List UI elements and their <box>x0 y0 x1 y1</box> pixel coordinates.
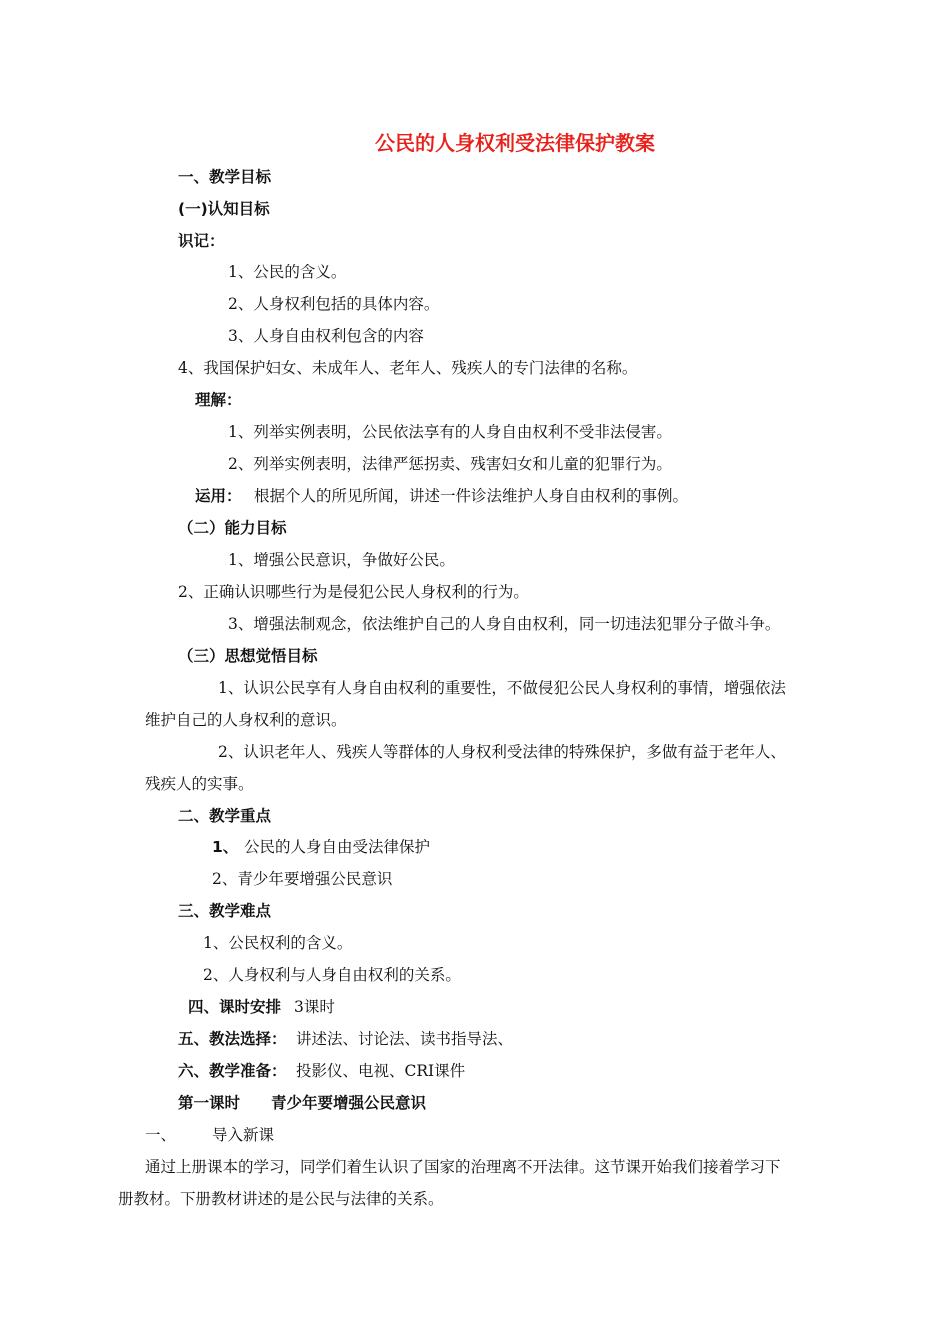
preparation-text: 投影仪、电视、CRI课件 <box>296 1062 466 1080</box>
memorize-item-2: 2、人身权利包括的具体内容。 <box>228 295 440 313</box>
section-heading-focus: 二、教学重点 <box>178 807 272 825</box>
focus-item-1-number: 1、 <box>212 838 239 856</box>
ability-item-3: 3、增强法制观念，依法维护自己的人身自由权利，同一切违法犯罪分子做斗争。 <box>228 615 781 633</box>
focus-item-1-text: 公民的人身自由受法律保护 <box>244 838 431 856</box>
methods-text: 讲述法、讨论法、读书指导法、 <box>296 1030 514 1048</box>
intro-paragraph-line-2: 册教材。下册教材讲述的是公民与法律的关系。 <box>118 1190 444 1208</box>
memorize-item-1: 1、公民的含义。 <box>228 263 347 281</box>
memorize-item-3: 3、人身自由权利包含的内容 <box>228 327 424 345</box>
intro-number: 一、 <box>145 1126 177 1144</box>
understand-item-2: 2、列举实例表明，法律严惩拐卖、残害妇女和儿童的犯罪行为。 <box>228 455 672 473</box>
section-heading-preparation: 六、教学准备： <box>178 1062 287 1080</box>
thinking-item-2-line-2: 残疾人的实事。 <box>145 775 254 793</box>
section-heading-objectives: 一、教学目标 <box>178 168 272 186</box>
ability-item-2: 2、正确认识哪些行为是侵犯公民人身权利的行为。 <box>178 583 529 601</box>
ability-item-1: 1、增强公民意识，争做好公民。 <box>228 551 455 569</box>
intro-heading: 导入新课 <box>212 1126 275 1144</box>
label-memorize: 识记： <box>178 232 225 250</box>
label-understand: 理解： <box>195 391 242 409</box>
section-heading-difficulty: 三、教学难点 <box>178 902 272 920</box>
subsection-heading-cognitive: (一)认知目标 <box>178 200 270 218</box>
document-title: 公民的人身权利受法律保护教案 <box>375 131 655 155</box>
thinking-item-1-line-2: 维护自己的人身权利的意识。 <box>145 711 347 729</box>
focus-item-2: 2、青少年要增强公民意识 <box>212 870 393 888</box>
schedule-text: 3课时 <box>294 998 335 1016</box>
subsection-heading-thinking: （三）思想觉悟目标 <box>178 647 318 665</box>
thinking-item-1-line-1: 1、认识公民享有人身自由权利的重要性，不做侵犯公民人身权利的事情，增强依法 <box>218 679 786 697</box>
label-apply: 运用： <box>195 487 242 505</box>
thinking-item-2-line-1: 2、认识老年人、残疾人等群体的人身权利受法律的特殊保护，多做有益于老年人、 <box>218 743 786 761</box>
apply-text: 根据个人的所见所闻，讲述一件诊法维护人身自由权利的事例。 <box>254 487 689 505</box>
section-heading-methods: 五、教法选择： <box>178 1030 287 1048</box>
section-heading-schedule: 四、课时安排 <box>188 998 282 1016</box>
difficulty-item-2: 2、人身权利与人身自由权利的关系。 <box>203 966 461 984</box>
difficulty-item-1: 1、公民权利的含义。 <box>203 934 353 952</box>
understand-item-1: 1、列举实例表明，公民依法享有的人身自由权利不受非法侵害。 <box>228 423 672 441</box>
lesson-1-heading: 第一课时 青少年要增强公民意识 <box>178 1094 427 1112</box>
subsection-heading-ability: （二）能力目标 <box>178 519 287 537</box>
intro-paragraph-line-1: 通过上册课本的学习，同学们着生认识了国家的治理离不开法律。这节课开始我们接着学习下 <box>145 1158 781 1176</box>
memorize-item-4: 4、我国保护妇女、未成年人、老年人、残疾人的专门法律的名称。 <box>178 359 638 377</box>
